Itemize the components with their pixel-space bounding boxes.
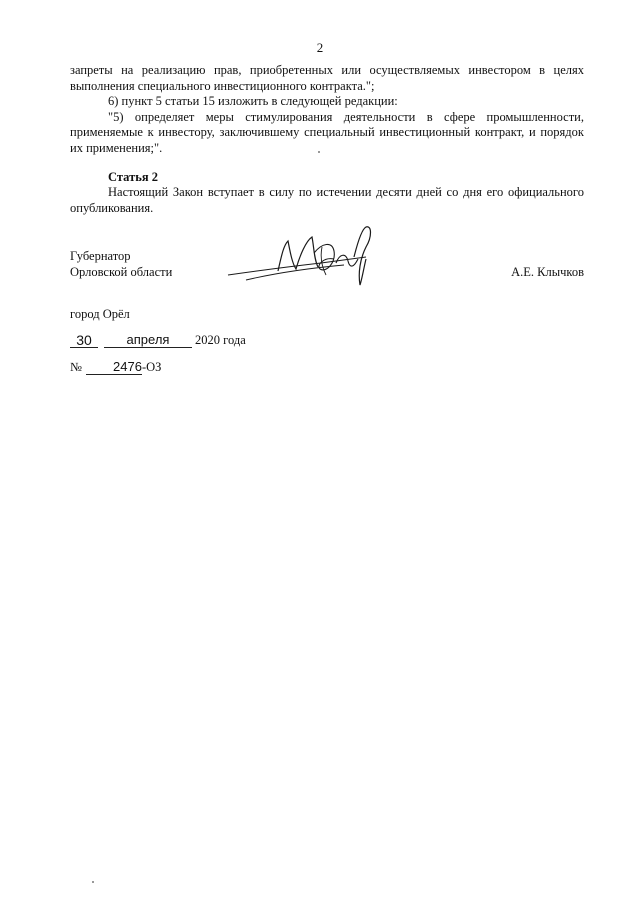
signer-title-line2: Орловской области [70,264,173,279]
signer-name: А.Е. Клычков [511,264,584,279]
law-number-value: 2476 [86,360,142,375]
article-title: Статья 2 [108,169,158,184]
scan-speck [318,151,320,153]
paragraph-continuation: запреты на реализацию прав, приобретенных или осуществляемых инвестором в целях выполнения специального инвестиционного контракта."; [70,63,584,93]
signer-title-line1: Губернатор [70,249,131,263]
date-day: 30 [70,333,98,348]
place-of-signing: город Орёл [70,307,130,321]
date-month: апреля [104,333,192,348]
law-number [70,360,161,375]
handwritten-signature [226,223,376,291]
page-number: 2 [316,40,324,55]
signing-date [70,333,246,348]
paragraph-quoted-item-5: "5) определяет меры стимулирования деятельности в сфере промышленности, применяемые к инвестору, заключившему специальный инвестиционный контракт, и порядок их применения;". [70,109,584,155]
document-body [70,63,584,216]
law-number-prefix: № [70,360,82,374]
law-number-suffix: -ОЗ [141,360,162,374]
paragraph-item-6: 6) пункт 5 статьи 15 изложить в следующей редакции: [108,94,398,109]
scan-speck [92,881,94,883]
date-year: 2020 года [195,333,246,347]
paragraph-article-2: Настоящий Закон вступает в силу по истечении десяти дней со дня его официального опубликования. [70,185,584,215]
